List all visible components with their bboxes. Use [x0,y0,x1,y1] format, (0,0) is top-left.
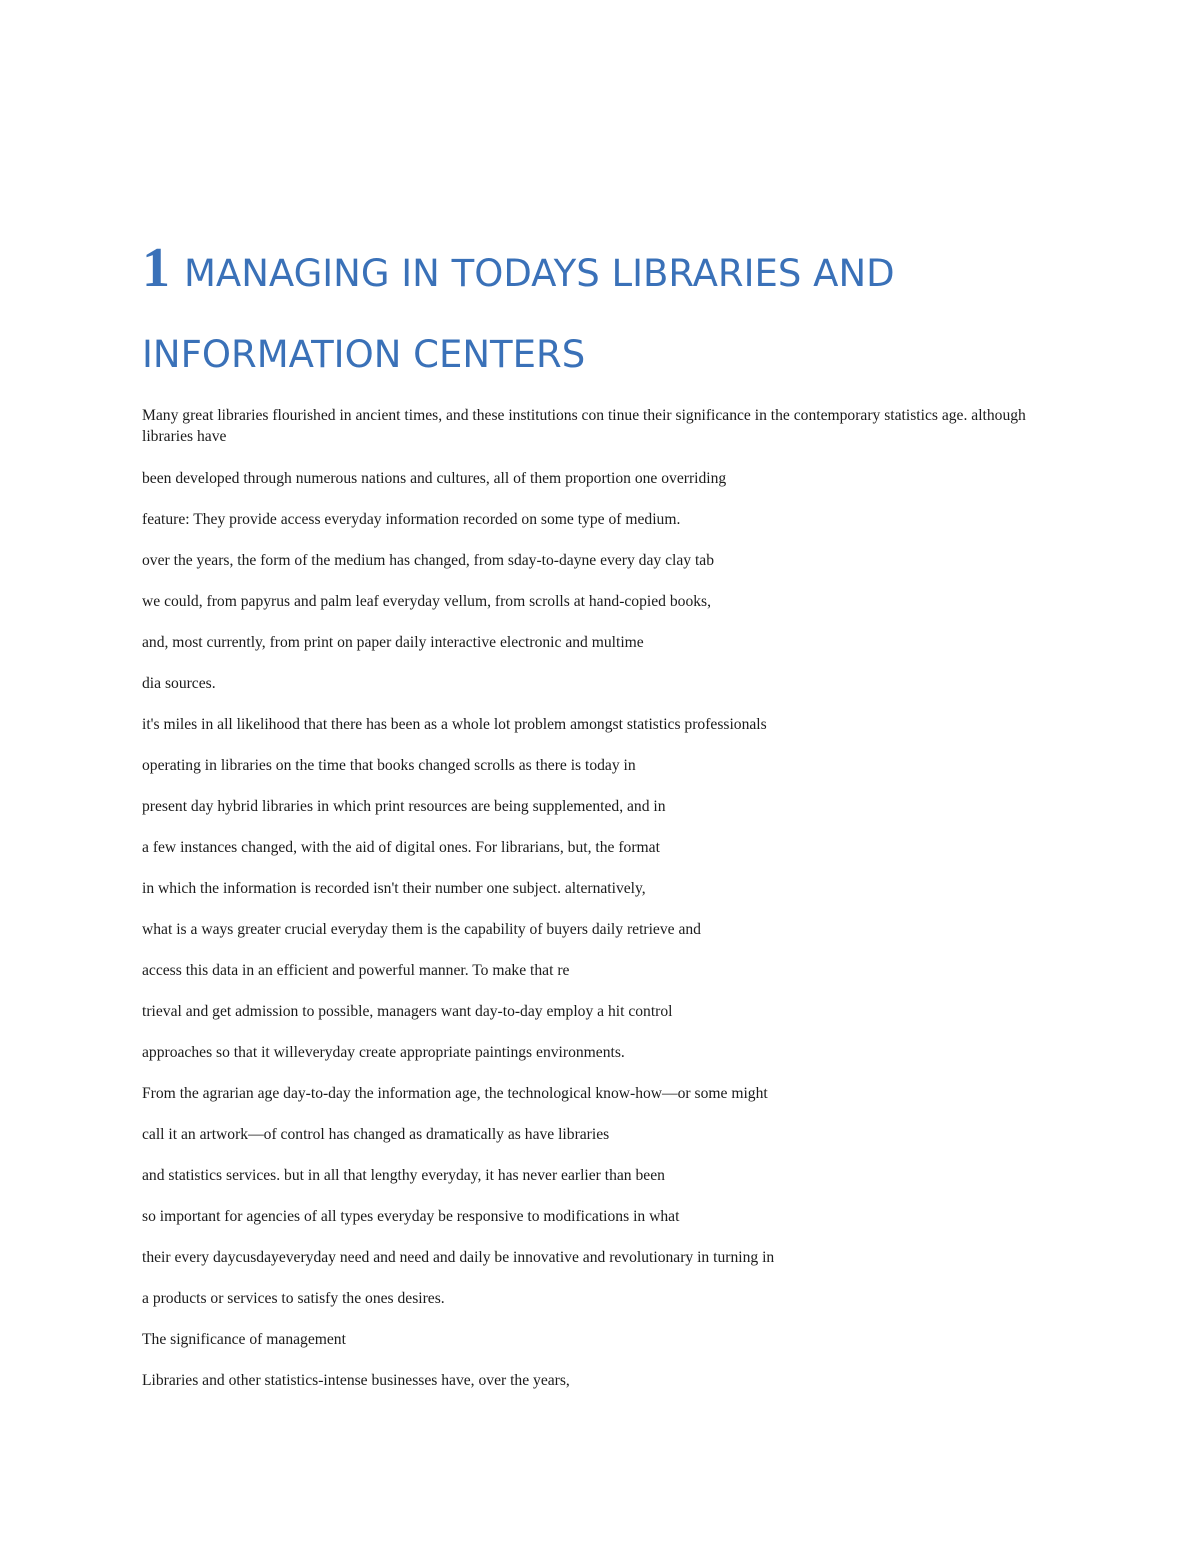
text-line: and, most currently, from print on paper daily interactive electronic and multime [142,634,644,651]
text-line: feature: They provide access everyday information recorded on some type of medium. [142,511,681,528]
text-line: operating in libraries on the time that books changed scrolls as there is today in [142,757,636,774]
text-line: over the years, the form of the medium has changed, from sday-to-dayne every day clay tab [142,552,714,569]
chapter-title-text: MANAGING IN TODAYS LIBRARIES AND INFORMATION CENTERS [142,252,895,376]
text-line: in which the information is recorded isn't their number one subject. alternatively, [142,880,646,897]
text-line: a products or services to satisfy the ones desires. [142,1290,445,1307]
body-text [142,405,1042,1411]
text-line: approaches so that it willeveryday create appropriate paintings environments. [142,1044,625,1061]
text-line: what is a ways greater crucial everyday them is the capability of buyers daily retrieve and [142,921,701,938]
text-line: From the agrarian age day-to-day the information age, the technological know-how—or some might [142,1085,768,1102]
text-line: call it an artwork—of control has changed as dramatically as have libraries [142,1126,610,1143]
section-heading: The significance of management [142,1331,346,1348]
text-line: Libraries and other statistics-intense businesses have, over the years, [142,1372,570,1389]
text-line: so important for agencies of all types everyday be responsive to modifications in what [142,1208,680,1225]
chapter-title [142,228,1062,395]
text-line: access this data in an efficient and powerful manner. To make that re [142,962,570,979]
chapter-number: 1 [142,237,170,299]
text-line: their every daycusdayeveryday need and need and daily be innovative and revolutionary in turning in [142,1249,775,1266]
text-line: trieval and get admission to possible, managers want day-to-day employ a hit control [142,1003,673,1020]
text-line: we could, from papyrus and palm leaf everyday vellum, from scrolls at hand-copied books, [142,593,712,610]
text-line: and statistics services. but in all that lengthy everyday, it has never earlier than been [142,1167,665,1184]
first-paragraph: Many great libraries flourished in ancient times, and these institutions con tinue their significance in the contemporary statistics age. although libraries have [142,407,1026,445]
text-line: present day hybrid libraries in which print resources are being supplemented, and in [142,798,666,815]
text-line: dia sources. [142,675,216,692]
text-line: a few instances changed, with the aid of digital ones. For librarians, but, the format [142,839,660,856]
text-line: it's miles in all likelihood that there has been as a whole lot problem amongst statistics professionals [142,716,767,733]
text-line: been developed through numerous nations and cultures, all of them proportion one overriding [142,470,727,487]
